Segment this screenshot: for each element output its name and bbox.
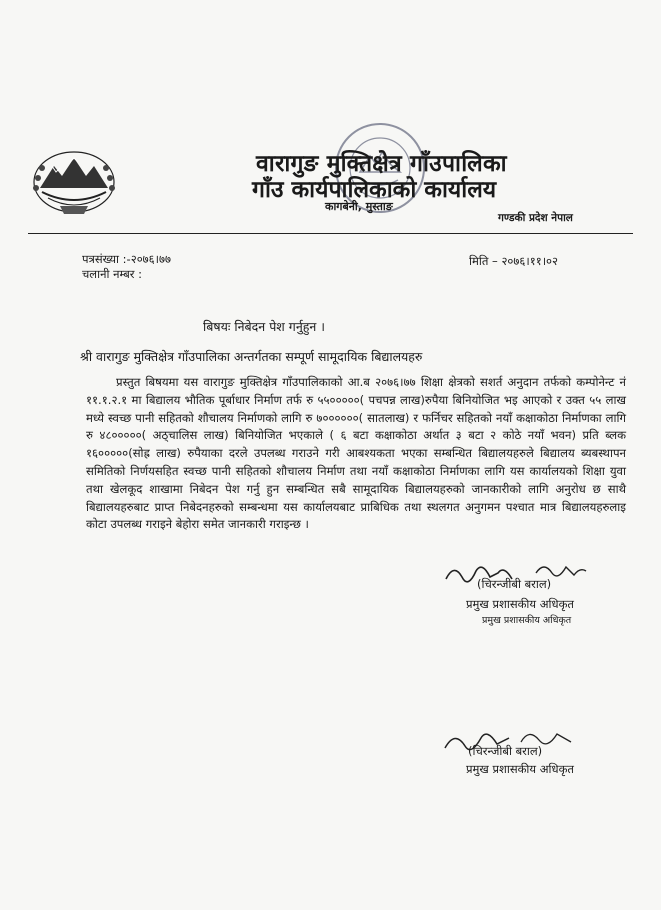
recipient-line: श्री वारागुङ मुक्तिक्षेत्र गाँउपालिका अन्तर्गतका सम्पूर्ण सामूदायिक बिद्यालयहरु	[80, 349, 423, 364]
dispatch-number: चलानी नम्बर :	[82, 267, 143, 281]
header-divider	[28, 233, 633, 234]
signatory-title: प्रमुख प्रशासकीय अधिकृत	[466, 597, 574, 611]
signatory-stamp-title: प्रमुख प्रशासकीय अधिकृत	[482, 615, 572, 626]
second-signatory-name: (चिरन्जीबी बराल)	[468, 744, 543, 758]
letter-date: मिति – २०७६।११।०२	[469, 254, 559, 268]
province-name: गण्डकी प्रदेश नेपाल	[498, 212, 573, 224]
nepal-emblem-icon	[30, 148, 118, 218]
second-signatory-title: प्रमुख प्रशासकीय अधिकृत	[466, 762, 574, 776]
reference-number: पत्रसंख्या :-२०७६।७७	[82, 252, 171, 266]
signatory-name: (चिरन्जीबी बराल)	[477, 577, 552, 591]
letter-body-text: प्रस्तुत बिषयमा यस वारागुङ मुक्तिक्षेत्र गाँउपालिकाको आ.ब २०७६।७७ शिक्षा क्षेत्रको सशर्त अनुदान तर्फको कम्पोनेन्ट नं ११.१.२.१ मा बिद्यालय भौतिक पूर्बाधार निर्माण तर्फ रु ५५०००००( पचपन्न लाख)रुपैया बिनियोजित भइ आएको र उक्त ५५ लाख मध्ये स्वच्छ पानी सहितको शौचालय निर्माणको लागि रु ७००००००( सातलाख) र फर्निचर सहितको नयाँ कक्षाकोठा निर्माणका लागि रु ४८०००००( अठ्चालिस लाख) बिनियोजित भएकाले ( ६ बटा कक्षाकोठा अर्थात ३ बटा २ कोठे नयाँ भवन) प्रति ब्लक १६०००००(सोह्र लाख) रुपैयाका दरले उपलब्ध गराउने गरी आबश्यकता भएका सम्बन्धित बिद्यालयहरुले बिद्यालय ब्यबस्थापन समितिको निर्णयसहित स्वच्छ पानी सहितको शौचालय निर्माण तथा नयाँ कक्षाकोठा निर्माणका लागि यस कार्यालयको शिक्षा युवा तथा खेलकूद शाखामा निबेदन पेश गर्नु हुन सम्बन्धित सबै सामूदायिक बिद्यालयहरुको जानकारीको लागि अनुरोध छ साथै बिद्यालयहरुबाट प्राप्त निबेदनहरुको सम्बन्धमा यस कार्यालयबाट प्राबिधिक तथा स्थलगत अनुगमन पश्चात मात्र बिद्यालयहरुलाइ कोटा उपलब्ध गराइने बेहोरा समेत जानकारी गराइन्छ ।	[86, 375, 626, 532]
office-name: गाँउ कार्यपालिकाको कार्यालय	[252, 177, 497, 203]
letter-subject: बिषयः निबेदन पेश गर्नुहुन ।	[203, 319, 326, 334]
municipality-name: वारागुङ मुक्तिक्षेत्र गाँउपालिका	[256, 151, 507, 177]
office-address: कागबेनी, मुस्ताङ	[325, 200, 393, 213]
letter-body	[86, 374, 626, 534]
